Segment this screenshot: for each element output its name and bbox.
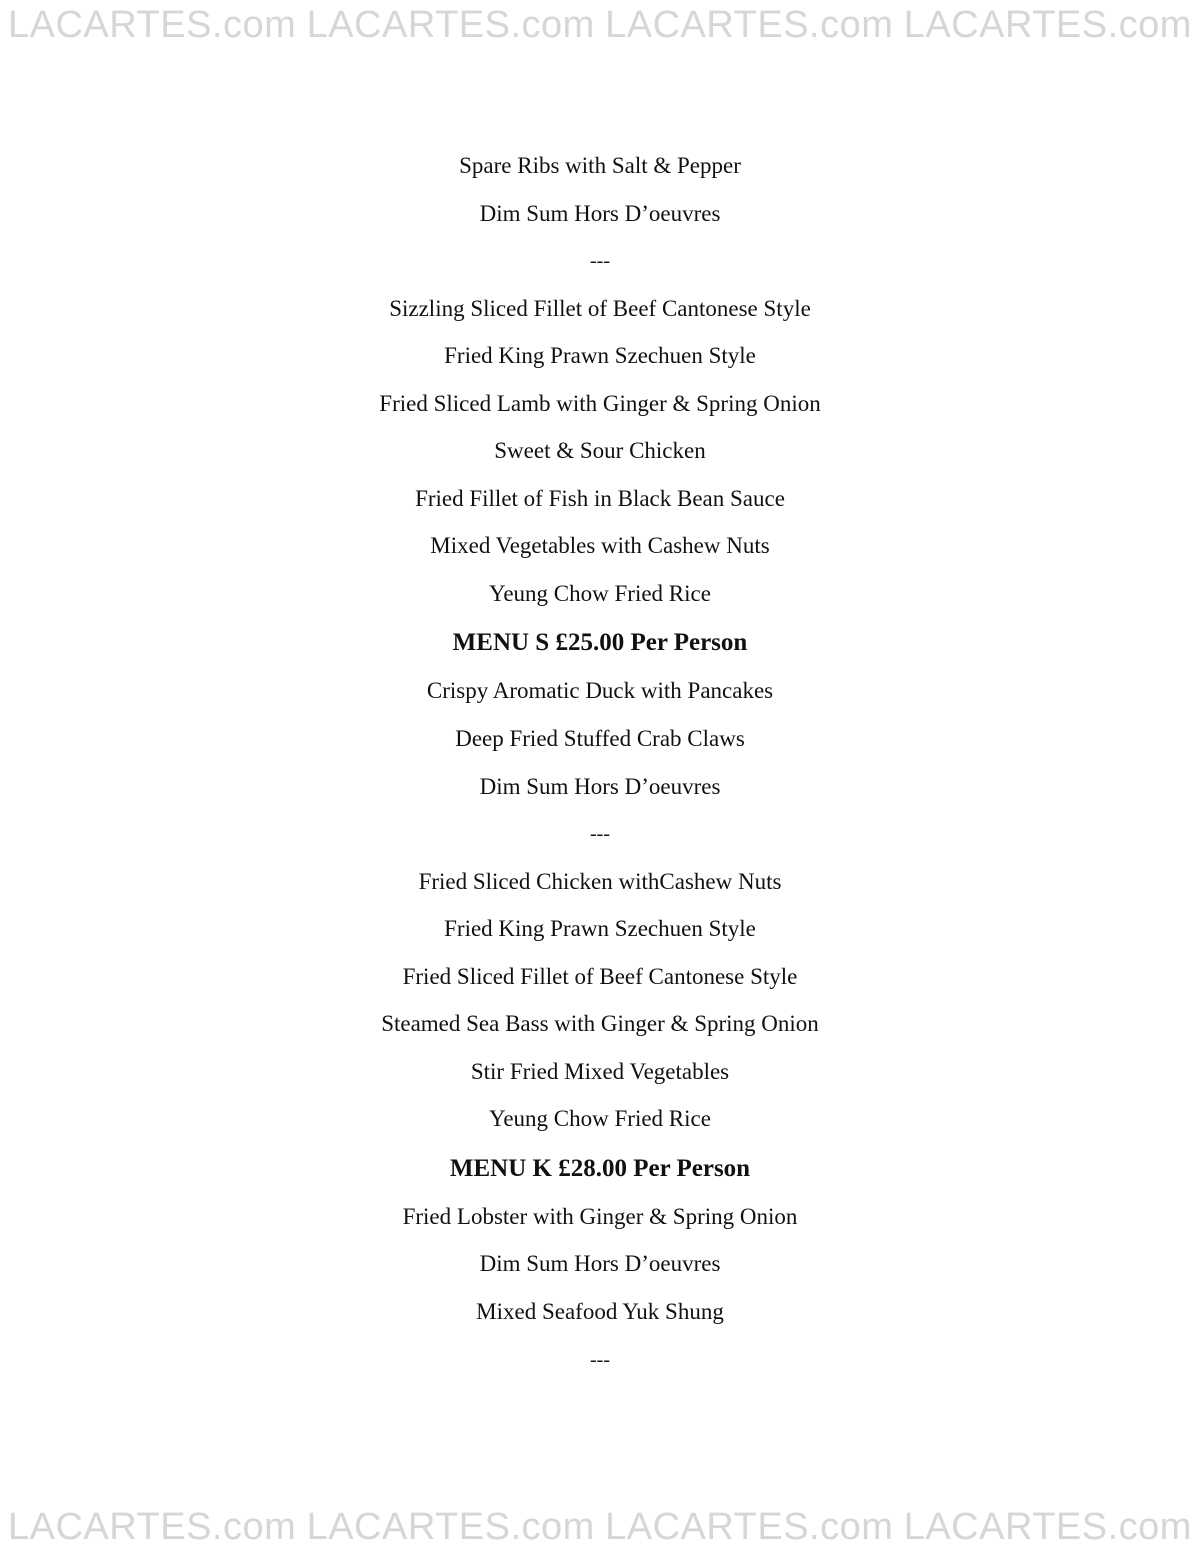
menu-item: Dim Sum Hors D’oeuvres (479, 773, 721, 799)
menu-item: Dim Sum Hors D’oeuvres (479, 200, 721, 226)
menu-item: Steamed Sea Bass with Ginger & Spring Onion (381, 1011, 819, 1037)
course-separator: --- (590, 1348, 610, 1371)
menu-item: Fried King Prawn Szechuen Style (444, 343, 756, 369)
menu-item: Fried Sliced Lamb with Ginger & Spring Onion (379, 390, 821, 416)
menu-item: Fried Sliced Chicken withCashew Nuts (418, 868, 782, 894)
menu-item: Mixed Seafood Yuk Shung (476, 1299, 724, 1325)
watermark-bottom (0, 1506, 1200, 1549)
watermark-top (0, 4, 1200, 47)
menu-item: Yeung Chow Fried Rice (489, 1106, 711, 1132)
menu-item: Mixed Vegetables with Cashew Nuts (430, 533, 770, 559)
menu-item: Sweet & Sour Chicken (494, 438, 706, 464)
menu-item: Yeung Chow Fried Rice (489, 580, 711, 606)
course-separator: --- (590, 823, 610, 846)
menu-item: Fried Fillet of Fish in Black Bean Sauce (415, 485, 785, 511)
course-separator: --- (590, 250, 610, 273)
watermark-text: LACARTES.com (306, 1506, 595, 1548)
watermark-text: LACARTES.com (8, 1506, 297, 1548)
watermark-text: LACARTES.com (605, 1506, 894, 1548)
menu-item: Stir Fried Mixed Vegetables (470, 1058, 730, 1084)
menu-item: Fried Lobster with Ginger & Spring Onion (402, 1203, 798, 1229)
menu-item: Crispy Aromatic Duck with Pancakes (426, 678, 774, 704)
menu-item: Fried Sliced Fillet of Beef Cantonese Style (402, 963, 798, 989)
watermark-text: LACARTES.com (903, 4, 1192, 46)
menu-heading: MENU S £25.00 Per Person (452, 629, 748, 657)
menu-heading: MENU K £28.00 Per Person (449, 1154, 751, 1182)
menu-item: Deep Fried Stuffed Crab Claws (455, 726, 745, 752)
watermark-text: LACARTES.com (8, 4, 297, 46)
menu-list (0, 146, 1200, 1387)
watermark-text: LACARTES.com (306, 4, 595, 46)
menu-item: Fried King Prawn Szechuen Style (444, 916, 756, 942)
watermark-text: LACARTES.com (605, 4, 894, 46)
menu-item: Dim Sum Hors D’oeuvres (479, 1251, 721, 1277)
watermark-text: LACARTES.com (903, 1506, 1192, 1548)
menu-item: Sizzling Sliced Fillet of Beef Cantonese Style (389, 295, 811, 321)
menu-item: Spare Ribs with Salt & Pepper (459, 153, 741, 178)
